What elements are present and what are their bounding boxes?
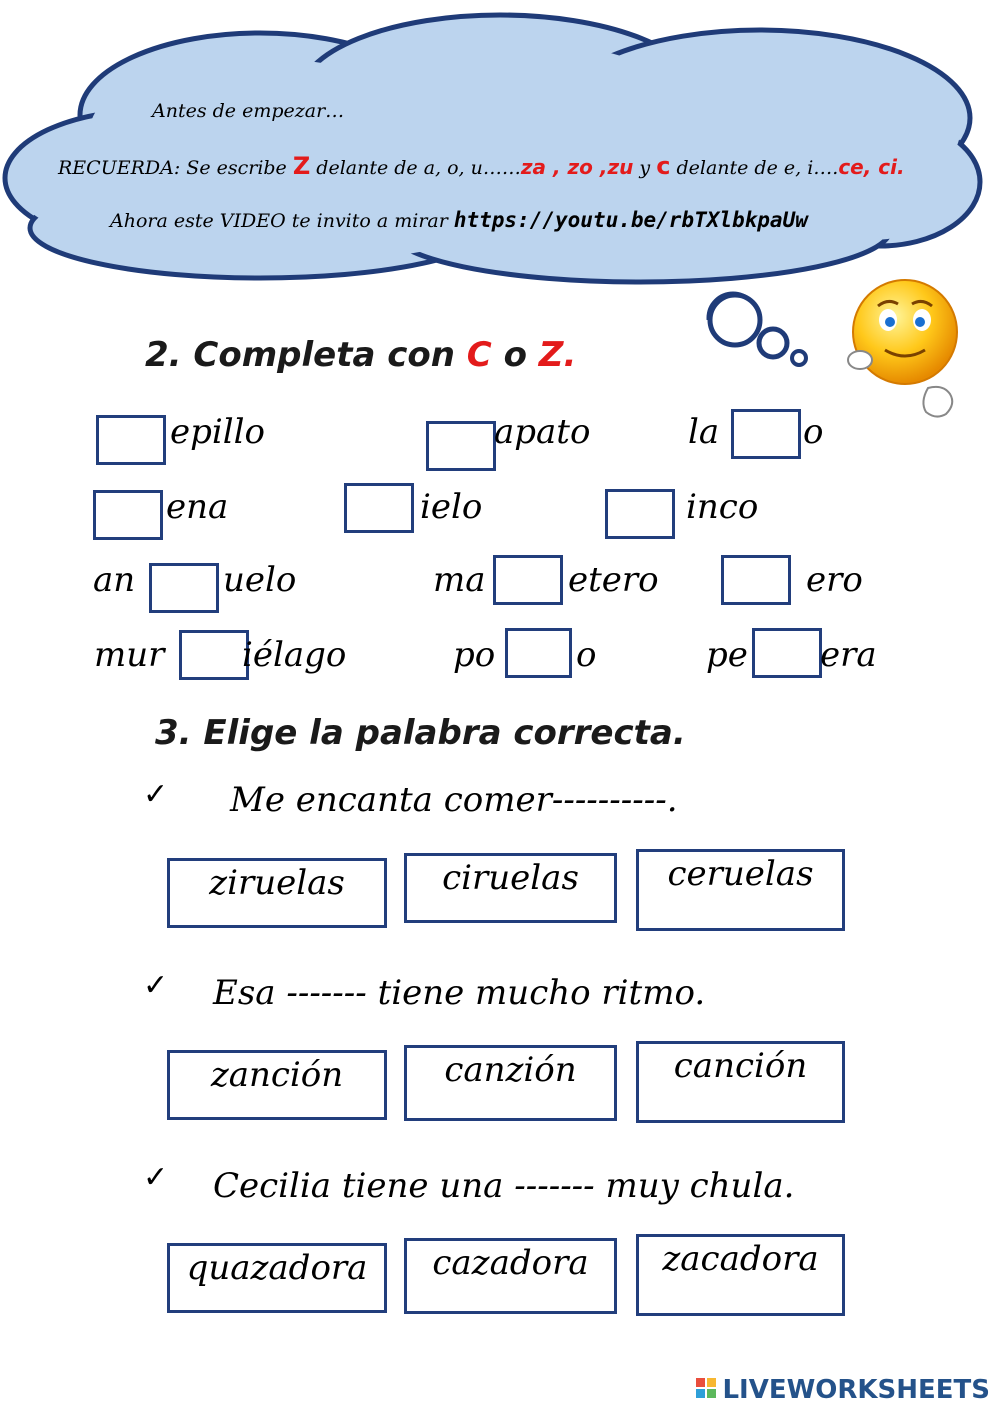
video-prefix: Ahora este VIDEO te invito a mirar xyxy=(110,210,454,232)
footer-brand: LIVEWORKSHEETS xyxy=(722,1375,990,1405)
word-after-7: uelo xyxy=(223,560,297,600)
blank-box-10[interactable] xyxy=(179,630,249,680)
q2-option-1-label: zanción xyxy=(210,1055,344,1095)
q2-option-2-label: canzión xyxy=(444,1050,577,1090)
blank-box-1[interactable] xyxy=(96,415,166,465)
section2-letter-c: C xyxy=(466,335,492,375)
word-before-7: an xyxy=(93,560,136,600)
blank-box-5[interactable] xyxy=(344,483,414,533)
section2-heading-prefix: 2. Completa con xyxy=(145,335,467,375)
q3-option-3-label: zacadora xyxy=(662,1239,819,1279)
liveworksheets-logo-icon xyxy=(696,1378,718,1400)
q3-option-3[interactable] xyxy=(636,1234,845,1316)
q1-option-1[interactable] xyxy=(167,858,387,928)
check-icon: ✓ xyxy=(143,968,169,1003)
blank-box-3[interactable] xyxy=(731,409,801,459)
word-after-3: o xyxy=(803,412,824,452)
q3-option-2[interactable] xyxy=(404,1238,617,1314)
cloud-remember-text xyxy=(58,152,905,180)
word-after-4: ena xyxy=(166,487,229,527)
word-before-3: la xyxy=(688,412,720,452)
thinking-smiley-icon xyxy=(840,270,970,430)
check-icon: ✓ xyxy=(143,777,169,812)
q2-option-3[interactable] xyxy=(636,1041,845,1123)
q1-option-3[interactable] xyxy=(636,849,845,931)
remember-letter-c: c xyxy=(656,152,671,180)
word-after-9: ero xyxy=(806,560,863,600)
word-after-2: apato xyxy=(494,412,591,452)
word-before-10: mur xyxy=(94,635,165,675)
remember-c-syllables: ce, ci. xyxy=(838,155,905,179)
q1-option-1-label: ziruelas xyxy=(209,863,345,903)
blank-box-2[interactable] xyxy=(426,421,496,471)
section2-middle: o xyxy=(491,335,539,375)
q2-option-2[interactable] xyxy=(404,1045,617,1121)
q3-option-1[interactable] xyxy=(167,1243,387,1313)
section2-letter-z: Z. xyxy=(538,335,577,375)
q1-option-2-label: ciruelas xyxy=(442,858,579,898)
remember-middle2: y xyxy=(633,157,657,179)
word-after-5: ielo xyxy=(420,487,483,527)
q2-option-1[interactable] xyxy=(167,1050,387,1120)
word-after-6: inco xyxy=(686,487,759,527)
liveworksheets-footer[interactable] xyxy=(696,1375,990,1405)
blank-box-4[interactable] xyxy=(93,490,163,540)
thought-bubbles-icon xyxy=(700,290,820,380)
check-icon: ✓ xyxy=(143,1160,169,1195)
q1-option-2[interactable] xyxy=(404,853,617,923)
blank-box-9[interactable] xyxy=(721,555,791,605)
word-after-11: o xyxy=(576,635,597,675)
section3-heading: 3. Elige la palabra correcta. xyxy=(155,713,686,753)
q3-option-2-label: cazadora xyxy=(432,1243,589,1283)
blank-box-8[interactable] xyxy=(493,555,563,605)
blank-box-7[interactable] xyxy=(149,563,219,613)
question-3-sentence: Cecilia tiene una ------- muy chula. xyxy=(213,1166,795,1206)
remember-letter-z: Z xyxy=(292,152,311,180)
remember-z-syllables: za , zo ,zu xyxy=(520,155,634,179)
word-before-12: pe xyxy=(706,635,748,675)
remember-middle3: delante de e, i…. xyxy=(670,157,839,179)
word-after-8: etero xyxy=(568,560,659,600)
question-1-sentence: Me encanta comer----------. xyxy=(230,780,678,820)
remember-prefix: RECUERDA: Se escribe xyxy=(58,157,293,179)
q2-option-3-label: canción xyxy=(673,1046,808,1086)
q3-option-1-label: quazadora xyxy=(186,1248,368,1288)
blank-box-6[interactable] xyxy=(605,489,675,539)
blank-box-12[interactable] xyxy=(752,628,822,678)
cloud-intro-text: Antes de empezar… xyxy=(152,100,345,122)
word-after-1: epillo xyxy=(170,412,265,452)
video-link[interactable]: https://youtu.be/rbTXlbkpaUw xyxy=(453,208,808,232)
word-before-8: ma xyxy=(433,560,486,600)
word-before-11: po xyxy=(453,635,496,675)
question-2-sentence: Esa ------- tiene mucho ritmo. xyxy=(213,973,706,1013)
word-after-10: iélago xyxy=(242,635,347,675)
cloud-video-text xyxy=(110,208,808,232)
word-after-12: era xyxy=(820,635,877,675)
section2-heading xyxy=(145,335,576,375)
q1-option-3-label: ceruelas xyxy=(667,854,814,894)
remember-middle1: delante de a, o, u…… xyxy=(310,157,521,179)
blank-box-11[interactable] xyxy=(505,628,572,678)
